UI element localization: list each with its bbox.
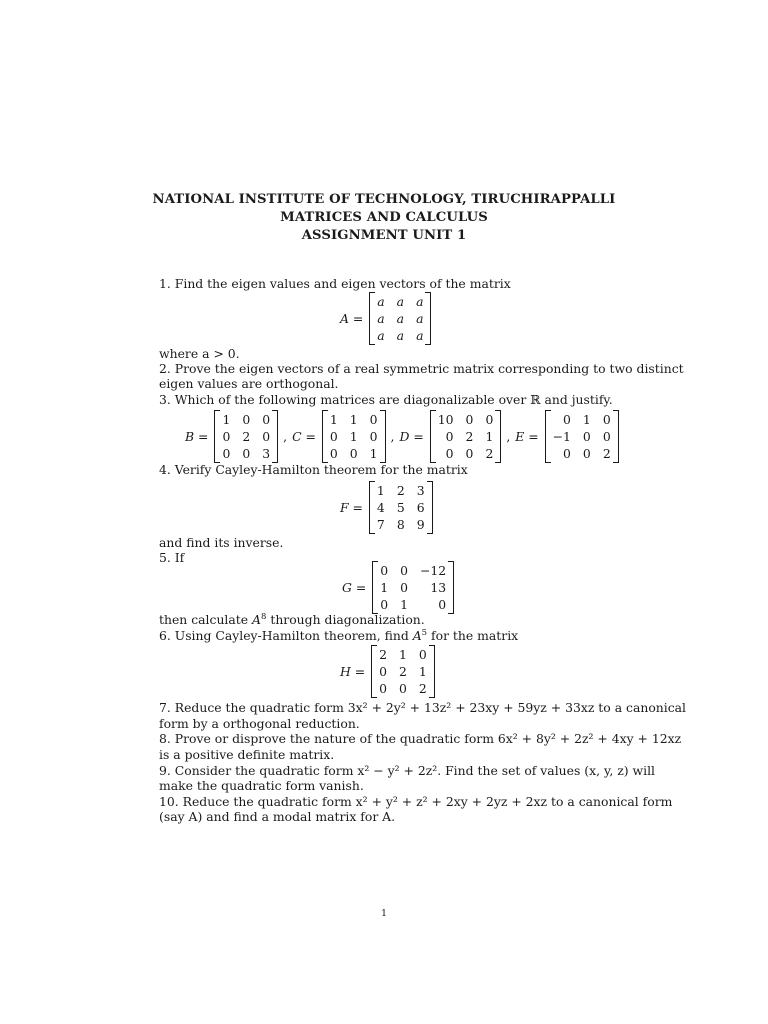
matrix-g-entries — [378, 561, 448, 614]
matrix-b-entries — [220, 410, 272, 463]
matrix-entry: −1 — [552, 429, 571, 444]
matrix-entry: 0 — [369, 429, 378, 444]
matrix-g-equation — [342, 561, 456, 614]
matrix-d — [430, 410, 502, 463]
matrix-f — [369, 481, 433, 534]
matrix-d-entries — [436, 410, 496, 463]
matrix-entry: 2 — [485, 446, 494, 461]
header-assignment: ASSIGNMENT UNIT 1 — [301, 228, 467, 243]
matrix-entry: −12 — [420, 563, 447, 578]
matrix-entry: 2 — [396, 483, 405, 498]
matrix-entry: 4 — [376, 500, 385, 515]
matrix-entry: 5 — [396, 500, 405, 515]
matrix-d-label: D = — [399, 429, 424, 444]
question-1-condition: where a > 0. — [159, 346, 240, 361]
matrix-entry: 1 — [349, 412, 358, 427]
matrix-c-entries — [328, 410, 380, 463]
question-5-text: 5. If — [159, 550, 185, 565]
matrix-entry: 0 — [222, 446, 231, 461]
question-8-line-2: is a positive definite matrix. — [159, 747, 335, 762]
matrix-entry: 0 — [400, 563, 408, 578]
matrix-entry: a — [377, 328, 385, 343]
matrix-entry: 2 — [379, 647, 388, 662]
matrix-entry: 0 — [379, 664, 388, 679]
question-10-line-2: (say A) and find a modal matrix for A. — [159, 809, 396, 824]
matrix-entry: 2 — [602, 446, 611, 461]
matrix-entry: 0 — [369, 412, 378, 427]
matrix-entry: 1 — [485, 429, 494, 444]
matrix-entry: a — [396, 311, 405, 326]
matrix-entry: 0 — [329, 429, 338, 444]
matrix-entry: 1 — [329, 412, 338, 427]
matrix-c-label: C = — [292, 429, 316, 444]
matrix-e-label: E = — [515, 429, 539, 444]
matrix-entry: a — [377, 294, 385, 309]
matrix-entry: 0 — [563, 446, 571, 461]
matrix-entry: 0 — [582, 429, 591, 444]
matrix-entry: 0 — [379, 681, 388, 696]
matrix-entry: 0 — [222, 429, 231, 444]
matrix-entry: 0 — [400, 580, 408, 595]
matrix-entry: 2 — [399, 664, 407, 679]
matrix-c — [322, 410, 386, 463]
matrix-entry: 0 — [445, 429, 454, 444]
matrix-h-equation — [340, 645, 437, 698]
matrix-entry: 1 — [349, 429, 358, 444]
matrix-entry: 0 — [242, 446, 251, 461]
matrix-entry: 3 — [416, 483, 425, 498]
matrix-entry: 3 — [262, 446, 271, 461]
matrix-entry: 1 — [376, 483, 385, 498]
matrix-entry: 0 — [438, 597, 447, 612]
matrix-entry: 1 — [582, 412, 591, 427]
comma: , — [506, 429, 511, 444]
matrix-entry: 2 — [418, 681, 427, 696]
matrix-g — [372, 561, 454, 614]
matrix-entry: 2 — [242, 429, 251, 444]
matrix-entry: 7 — [376, 517, 385, 532]
matrix-entry: 0 — [399, 681, 407, 696]
matrix-entry: 13 — [430, 580, 447, 595]
matrix-entry: 9 — [416, 517, 425, 532]
matrix-entry: 1 — [418, 664, 427, 679]
matrix-entry: a — [396, 294, 405, 309]
matrices-bcde — [185, 410, 621, 463]
question-2-line-2: eigen values are orthogonal. — [159, 376, 339, 391]
matrix-h — [371, 645, 435, 698]
question-2-line-1: 2. Prove the eigen vectors of a real symmetric matrix corresponding to two distinct — [159, 361, 684, 376]
matrix-e — [545, 410, 619, 463]
matrix-a — [369, 292, 431, 345]
question-1-text: 1. Find the eigen values and eigen vectors of the matrix — [159, 276, 511, 291]
matrix-entry: 1 — [400, 597, 408, 612]
matrix-entry: 0 — [465, 446, 474, 461]
matrix-entry: 1 — [399, 647, 407, 662]
matrix-h-label: H = — [340, 664, 366, 679]
matrix-entry: 0 — [380, 597, 389, 612]
matrix-entry: a — [396, 328, 405, 343]
matrix-entry: 0 — [485, 412, 494, 427]
matrix-a-equation — [340, 292, 433, 345]
matrix-entry: 0 — [602, 412, 611, 427]
matrix-b — [214, 410, 278, 463]
matrix-entry: 0 — [445, 446, 454, 461]
page-number: 1 — [380, 908, 388, 919]
matrix-entry: 0 — [262, 412, 271, 427]
matrix-entry: 0 — [262, 429, 271, 444]
question-9-line-1: 9. Consider the quadratic form x² − y² + 2z². Find the set of values (x, y, z) will — [159, 763, 655, 778]
question-10-line-1: 10. Reduce the quadratic form x² + y² + z² + 2xy + 2yz + 2xz to a canonical form — [159, 794, 673, 809]
matrix-entry: 0 — [329, 446, 338, 461]
matrix-b-label: B = — [185, 429, 209, 444]
matrix-entry: 1 — [380, 580, 389, 595]
matrix-entry: 0 — [349, 446, 358, 461]
matrix-entry: 0 — [563, 412, 571, 427]
matrix-entry: 0 — [242, 412, 251, 427]
matrix-entry: 2 — [465, 429, 474, 444]
matrix-h-entries — [377, 645, 429, 698]
matrix-entry: 0 — [380, 563, 389, 578]
comma: , — [283, 429, 288, 444]
matrix-f-label: F = — [340, 500, 363, 515]
comma: , — [390, 429, 395, 444]
question-6-text: 6. Using Cayley-Hamilton theorem, find $A^5$ for the matrix — [159, 628, 519, 643]
matrix-a-entries — [375, 292, 425, 345]
matrix-entry: 6 — [416, 500, 425, 515]
matrix-f-equation — [340, 481, 435, 534]
matrix-entry: 1 — [369, 446, 378, 461]
matrix-a-label: A = — [340, 311, 364, 326]
matrix-entry: 0 — [418, 647, 427, 662]
matrix-entry: 8 — [396, 517, 405, 532]
matrix-entry: 1 — [222, 412, 231, 427]
matrix-g-label: G = — [342, 580, 367, 595]
matrix-entry: 0 — [465, 412, 474, 427]
question-4-inverse: and find its inverse. — [159, 535, 284, 550]
question-7-line-1: 7. Reduce the quadratic form 3x² + 2y² + 13z² + 23xy + 59yz + 33xz to a canonical — [159, 700, 687, 715]
matrix-entry: a — [416, 311, 424, 326]
matrix-entry: a — [377, 311, 385, 326]
matrix-entry: 0 — [602, 429, 611, 444]
question-4-text: 4. Verify Cayley-Hamilton theorem for the matrix — [159, 462, 468, 477]
header-course: MATRICES AND CALCULUS — [280, 210, 488, 225]
header-institute: NATIONAL INSTITUTE OF TECHNOLOGY, TIRUCHIRAPPALLI — [152, 192, 616, 207]
matrix-entry: 10 — [437, 412, 454, 427]
matrix-f-entries — [375, 481, 427, 534]
matrix-entry: a — [416, 328, 424, 343]
question-8-line-1: 8. Prove or disprove the nature of the quadratic form 6x² + 8y² + 2z² + 4xy + 12xz — [159, 731, 682, 746]
question-7-line-2: form by a orthogonal reduction. — [159, 716, 360, 731]
matrix-entry: a — [416, 294, 424, 309]
question-9-line-2: make the quadratic form vanish. — [159, 778, 364, 793]
question-3-text: 3. Which of the following matrices are diagonalizable over ℝ and justify. — [159, 392, 613, 407]
question-5-instruction: then calculate $A^8$ through diagonalization. — [159, 612, 425, 627]
matrix-entry: 0 — [582, 446, 591, 461]
matrix-e-entries — [551, 410, 613, 463]
